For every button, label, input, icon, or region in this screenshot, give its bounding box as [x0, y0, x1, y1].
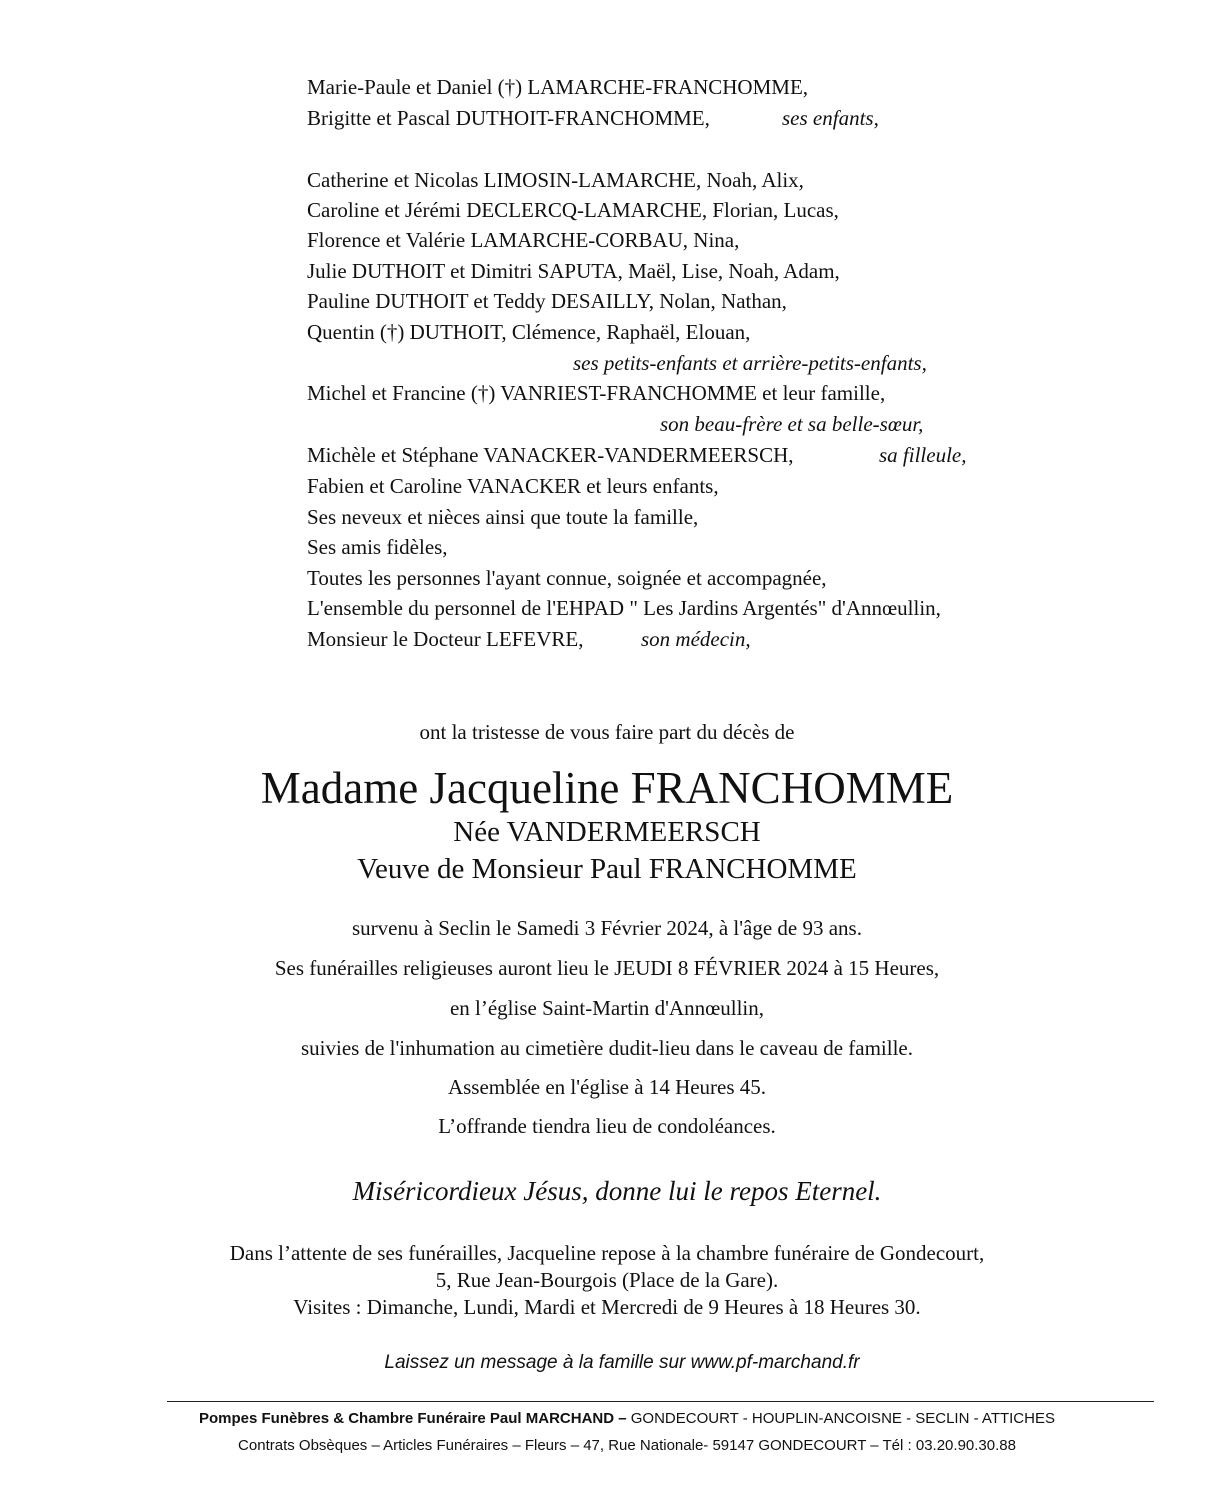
brother-in-law-relation: son beau-frère et sa belle-sœur, — [660, 412, 924, 436]
footer-divider — [167, 1401, 1154, 1402]
grandchild-line-6: Quentin (†) DUTHOIT, Clémence, Raphaël, Elouan, — [307, 320, 751, 344]
goddaughter-line: Michèle et Stéphane VANACKER-VANDERMEERSCH, — [307, 443, 794, 467]
doctor-line: Monsieur le Docteur LEFEVRE, — [307, 627, 584, 651]
doctor-relation: son médecin, — [641, 627, 751, 651]
grandchild-line-3: Florence et Valérie LAMARCHE-CORBAU, Nina, — [307, 228, 740, 252]
footer-contact: Contrats Obsèques – Articles Funéraires – Fleurs – 47, Rue Nationale- 59147 GONDECOURT – Tél : 03.20.90.30.88 — [238, 1437, 1016, 1454]
detail-line-5: Assemblée en l'église à 14 Heures 45. — [447, 1075, 767, 1099]
grandchild-line-4: Julie DUTHOIT et Dimitri SAPUTA, Maël, Lise, Noah, Adam, — [307, 259, 840, 283]
others-line-5: L'ensemble du personnel de l'EHPAD " Les Jardins Argentés" d'Annœullin, — [307, 596, 941, 620]
detail-line-4: suivies de l'inhumation au cimetière dudit-lieu dans le caveau de famille. — [301, 1036, 913, 1060]
others-line-2: Ses neveux et nièces ainsi que toute la famille, — [307, 505, 699, 529]
announcement: ont la tristesse de vous faire part du décès de — [419, 720, 795, 744]
detail-line-3: en l’église Saint-Martin d'Annœullin, — [449, 996, 765, 1020]
message-link: Laissez un message à la famille sur www.pf-marchand.fr — [384, 1352, 860, 1373]
birth-name: Née VANDERMEERSCH — [453, 816, 761, 848]
goddaughter-relation: sa filleule, — [879, 443, 967, 467]
family-line-2: Brigitte et Pascal DUTHOIT-FRANCHOMME, — [307, 106, 710, 130]
grandchildren-relation: ses petits-enfants et arrière-petits-enfants, — [573, 351, 927, 375]
others-line-1: Fabien et Caroline VANACKER et leurs enfants, — [307, 474, 719, 498]
grandchild-line-1: Catherine et Nicolas LIMOSIN-LAMARCHE, Noah, Alix, — [307, 168, 804, 192]
detail-line-2: Ses funérailles religieuses auront lieu le JEUDI 8 FÉVRIER 2024 à 15 Heures, — [274, 956, 940, 980]
grandchild-line-5: Pauline DUTHOIT et Teddy DESAILLY, Nolan, Nathan, — [307, 289, 787, 313]
viewing-line-3: Visites : Dimanche, Lundi, Mardi et Mercredi de 9 Heures à 18 Heures 30. — [293, 1295, 921, 1319]
grandchild-line-2: Caroline et Jérémi DECLERCQ-LAMARCHE, Florian, Lucas, — [307, 198, 839, 222]
children-relation: ses enfants, — [782, 106, 879, 130]
others-line-3: Ses amis fidèles, — [307, 535, 448, 559]
detail-line-1: survenu à Seclin le Samedi 3 Février 2024, à l'âge de 93 ans. — [352, 916, 862, 940]
deceased-name: Madame Jacqueline FRANCHOMME — [260, 763, 954, 813]
footer-company-line — [0, 1409, 1214, 1429]
family-line-1: Marie-Paule et Daniel (†) LAMARCHE-FRANCHOMME, — [307, 75, 809, 99]
footer-locations: GONDECOURT - HOUPLIN-ANCOISNE - SECLIN - ATTICHES — [626, 1410, 1055, 1427]
widow-of: Veuve de Monsieur Paul FRANCHOMME — [357, 853, 857, 885]
footer-company: Pompes Funèbres & Chambre Funéraire Paul MARCHAND – — [199, 1410, 627, 1427]
detail-line-6: L’offrande tiendra lieu de condoléances. — [438, 1114, 776, 1138]
viewing-line-1: Dans l’attente de ses funérailles, Jacqueline repose à la chambre funéraire de Gondecourt, — [229, 1241, 985, 1265]
brother-in-law-line: Michel et Francine (†) VANRIEST-FRANCHOMME et leur famille, — [307, 381, 886, 405]
others-line-4: Toutes les personnes l'ayant connue, soignée et accompagnée, — [307, 566, 827, 590]
prayer: Miséricordieux Jésus, donne lui le repos Eternel. — [352, 1176, 882, 1206]
viewing-line-2: 5, Rue Jean-Bourgois (Place de la Gare). — [435, 1268, 779, 1292]
